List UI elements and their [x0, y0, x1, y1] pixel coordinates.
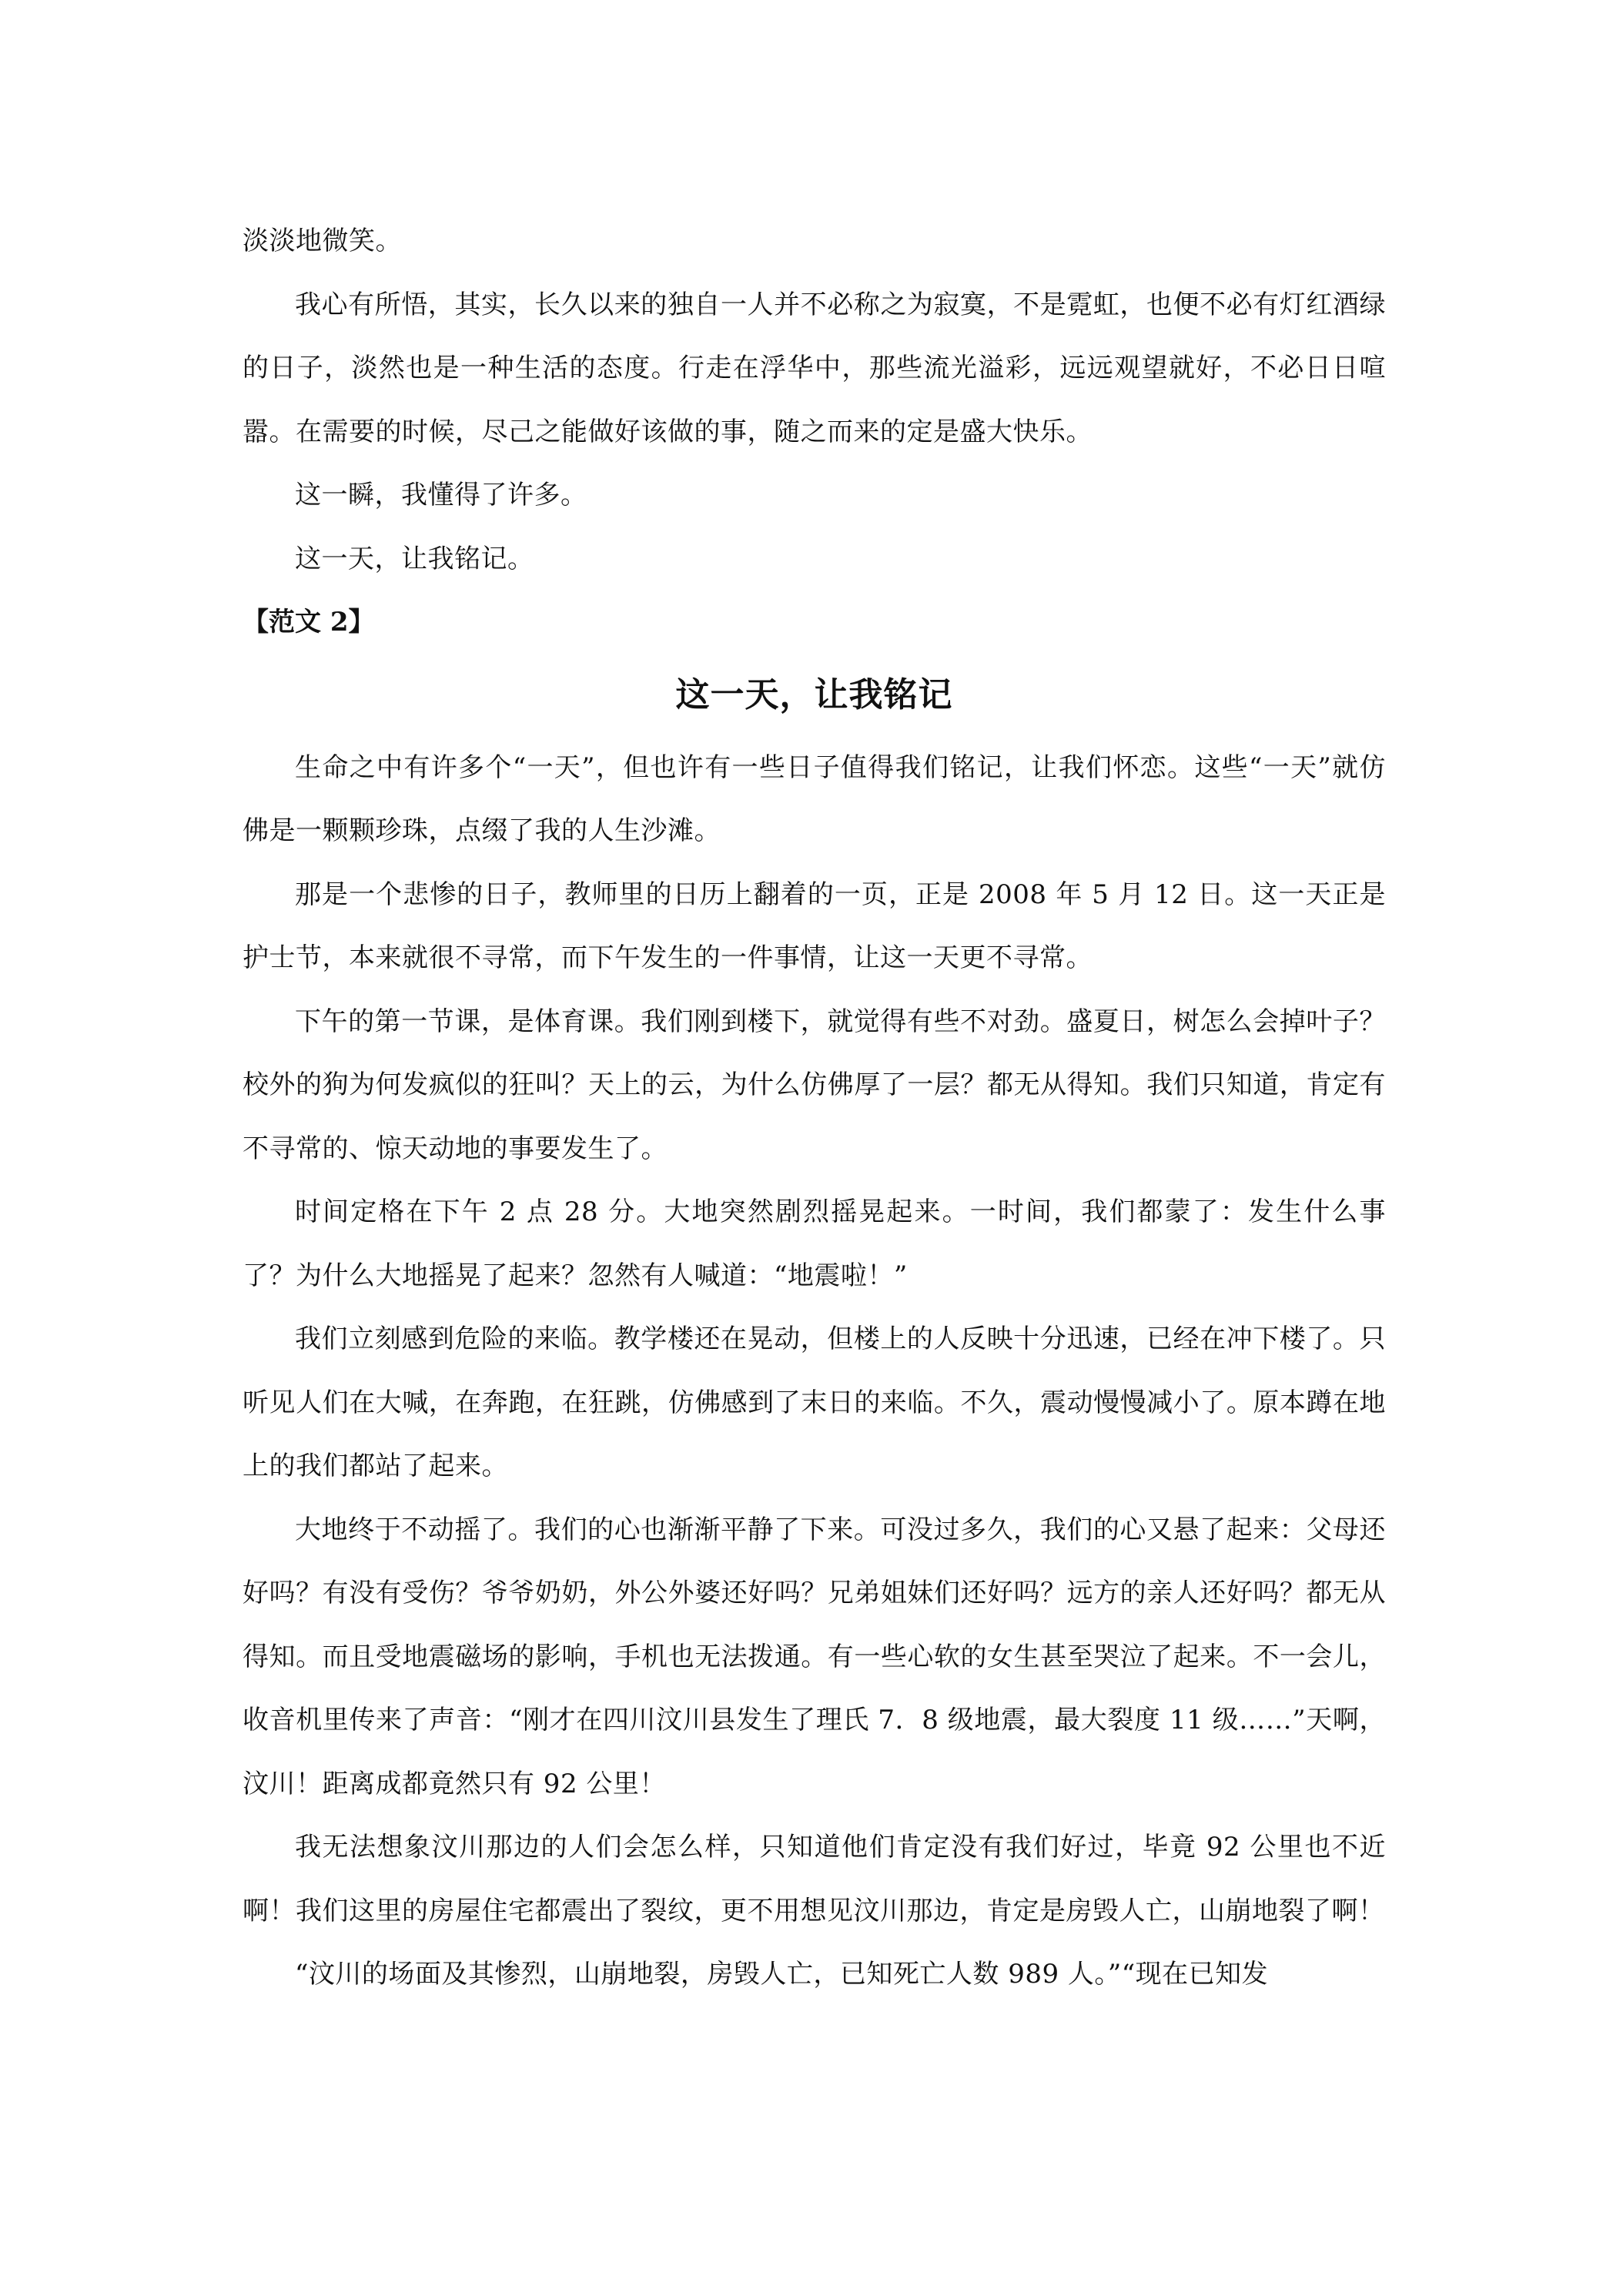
essay-paragraph-5: 我们立刻感到危险的来临。教学楼还在晃动，但楼上的人反映十分迅速，已经在冲下楼了。只听见人们在大喊，在奔跑，在狂跳，仿佛感到了末日的来临。不久，震动慢慢减小了。原本蹲在地上的我们都站了起来。 — [243, 1324, 1386, 1481]
essay-paragraph-6: 大地终于不动摇了。我们的心也渐渐平静了下来。可没过多久，我们的心又悬了起来：父母还好吗？有没有受伤？爷爷奶奶，外公外婆还好吗？兄弟姐妹们还好吗？远方的亲人还好吗？都无从得知。而且受地震磁场的影响，手机也无法拨通。有一些心软的女生甚至哭泣了起来。不一会儿，收音机里传来了声音：“刚才在四川汶川县发生了理氏 7．8 级地震，最大裂度 11 级……”天啊，汶川！距离成都竟然只有 92 公里！ — [243, 1514, 1386, 1799]
section-label: 【范文 2】 — [243, 607, 375, 638]
paragraph-4: 这一天，让我铭记。 — [295, 543, 534, 574]
paragraph-1: 淡淡地微笑。 — [243, 226, 402, 256]
essay-title: 这一天，让我铭记 — [675, 674, 953, 715]
essay-paragraph-7: 我无法想象汶川那边的人们会怎么样，只知道他们肯定没有我们好过，毕竟 92 公里也不近啊！我们这里的房屋住宅都震出了裂纹，更不用想见汶川那边，肯定是房毁人亡，山崩地裂了啊！ — [243, 1832, 1386, 1926]
essay-paragraph-2: 那是一个悲惨的日子，教师里的日历上翻着的一页，正是 2008 年 5 月 12 日。这一天正是护士节，本来就很不寻常，而下午发生的一件事情，让这一天更不寻常。 — [243, 879, 1386, 973]
essay-paragraph-4: 时间定格在下午 2 点 28 分。大地突然剧烈摇晃起来。一时间，我们都蒙了：发生什么事了？为什么大地摇晃了起来？忽然有人喊道：“地震啦！” — [243, 1197, 1386, 1291]
document-body — [243, 209, 1386, 2006]
essay-paragraph-1: 生命之中有许多个“一天”，但也许有一些日子值得我们铭记，让我们怀恋。这些“一天”就仿佛是一颗颗珍珠，点缀了我的人生沙滩。 — [243, 751, 1386, 846]
essay-paragraph-3: 下午的第一节课，是体育课。我们刚到楼下，就觉得有些不对劲。盛夏日，树怎么会掉叶子？校外的狗为何发疯似的狂叫？天上的云，为什么仿佛厚了一层？都无从得知。我们只知道，肯定有不寻常的、惊天动地的事要发生了。 — [243, 1006, 1386, 1164]
paragraph-2: 我心有所悟，其实，长久以来的独自一人并不必称之为寂寞，不是霓虹，也便不必有灯红酒绿的日子，淡然也是一种生活的态度。行走在浮华中，那些流光溢彩，远远观望就好，不必日日喧嚣。在需要的时候，尽己之能做好该做的事，随之而来的定是盛大快乐。 — [243, 289, 1386, 447]
essay-paragraph-8: “汶川的场面及其惨烈，山崩地裂，房毁人亡，已知死亡人数 989 人。”“现在已知发 — [295, 1959, 1269, 1990]
paragraph-3: 这一瞬，我懂得了许多。 — [295, 480, 587, 510]
